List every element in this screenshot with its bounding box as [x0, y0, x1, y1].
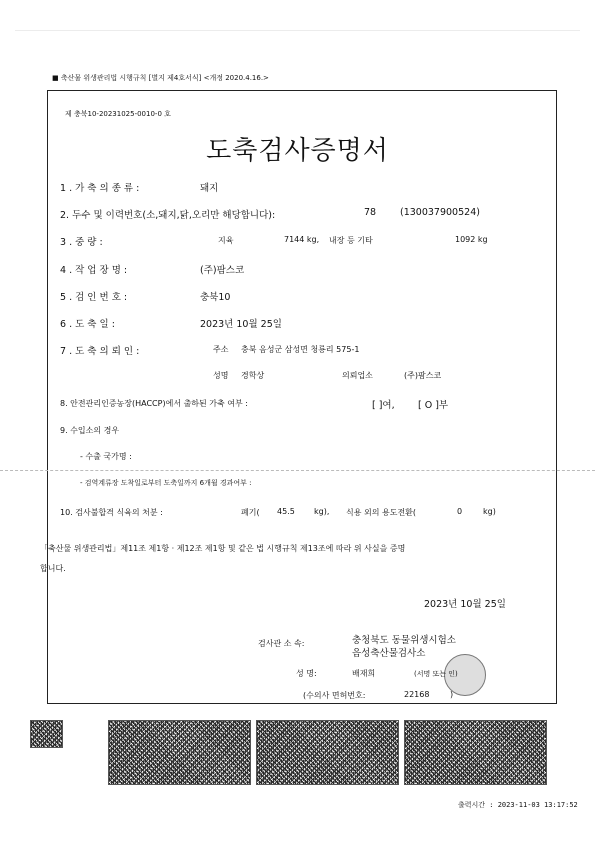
- item1-label: 1 . 가 축 의 종 류 :: [60, 183, 140, 194]
- item9-label: 9. 수입소의 경우: [60, 426, 120, 435]
- page-title: 도축검사증명서: [206, 136, 389, 166]
- item7-name-label: 성명: [213, 371, 229, 380]
- item7-address-label: 주소: [213, 345, 229, 354]
- item7-label: 7 . 도 축 의 뢰 인 :: [60, 346, 140, 357]
- security-pattern-2: [256, 720, 399, 785]
- item9-export-country: - 수출 국가명 :: [80, 452, 132, 461]
- inspector-affiliation-label: 검사관 소 속:: [258, 639, 305, 648]
- item10-other-unit: kg): [483, 507, 496, 516]
- inspector-name: 배재희: [352, 669, 376, 678]
- item8-label: 8. 안전관리인증농장(HACCP)에서 출하된 가축 여부 :: [60, 399, 249, 408]
- item5-value: 충북10: [200, 292, 231, 303]
- regulation-note: ■ 축산물 위생관리법 시행규칙 [별지 제4호서식] <개정 2020.4.16.>: [52, 74, 269, 82]
- item2-count: 78: [364, 207, 377, 218]
- inspector-name-label: 성 명:: [296, 669, 317, 678]
- item10-other-label: 식용 외의 용도전환(: [346, 508, 417, 517]
- item10-label: 10. 검사불합격 식육의 처분 :: [60, 508, 163, 517]
- print-timestamp: 출력시간 : 2023-11-03 13:17:52: [458, 801, 578, 809]
- security-pattern-small: [30, 720, 63, 748]
- security-pattern-1: [108, 720, 251, 785]
- license-number: 22168: [404, 690, 430, 699]
- item1-value: 돼지: [200, 183, 219, 194]
- document-number: 제 충북10-20231025-0010-0 호: [65, 110, 171, 118]
- top-rule: [15, 30, 580, 31]
- item3-other-label: 내장 등 기타: [329, 236, 373, 245]
- item4-label: 4 . 작 업 장 명 :: [60, 265, 128, 276]
- item3-carcass-weight: 7144 kg,: [284, 235, 320, 244]
- inspector-affiliation-2: 음성축산물검사소: [352, 648, 426, 659]
- item10-disposal-label: 폐기(: [241, 508, 260, 517]
- item5-label: 5 . 검 인 번 호 :: [60, 292, 128, 303]
- item10-other-value: 0: [457, 507, 463, 516]
- license-close: ): [450, 690, 454, 699]
- inspector-affiliation-1: 충청북도 동물위생시험소: [352, 635, 456, 646]
- certification-text: 「축산물 위생관리법」제11조 제1항 · 제12조 제1항 및 같은 법 시행규칙 제13조에 따라 위 사실을 증명: [40, 544, 406, 553]
- item7-business-label: 의뢰업소: [342, 371, 373, 380]
- certification-date: 2023년 10월 25일: [424, 599, 506, 610]
- item4-value: (주)팜스코: [200, 265, 245, 276]
- license-label: (수의사 면허번호:: [303, 691, 366, 700]
- scan-dashed-line: [0, 470, 595, 471]
- certification-text-end: 합니다.: [40, 564, 66, 573]
- item3-other-weight: 1092 kg: [455, 235, 488, 244]
- item7-address: 충북 음성군 삼성면 청룡리 575-1: [241, 345, 360, 354]
- item8-option-yes: [ ]여,: [372, 400, 395, 411]
- item6-value: 2023년 10월 25일: [200, 319, 282, 330]
- item3-carcass-label: 지육: [218, 236, 234, 245]
- signature-note: (서명 또는 인): [414, 670, 458, 678]
- item2-label: 2. 두수 및 이력번호(소,돼지,닭,오리만 해당합니다):: [60, 210, 276, 221]
- item9-quarantine: - 검역계류장 도착일로부터 도축일까지 6개월 경과여부 :: [80, 479, 252, 487]
- item8-option-no: [ O ]부: [418, 400, 449, 411]
- item10-disposal-unit: kg),: [314, 507, 330, 516]
- item7-name: 경학상: [241, 371, 265, 380]
- item7-business: (주)팜스코: [404, 371, 442, 380]
- item6-label: 6 . 도 축 일 :: [60, 319, 115, 330]
- item2-trace-number: (130037900524): [400, 207, 480, 218]
- security-pattern-3: [404, 720, 547, 785]
- item10-disposal-value: 45.5: [277, 507, 295, 516]
- item3-label: 3 . 중 량 :: [60, 237, 103, 248]
